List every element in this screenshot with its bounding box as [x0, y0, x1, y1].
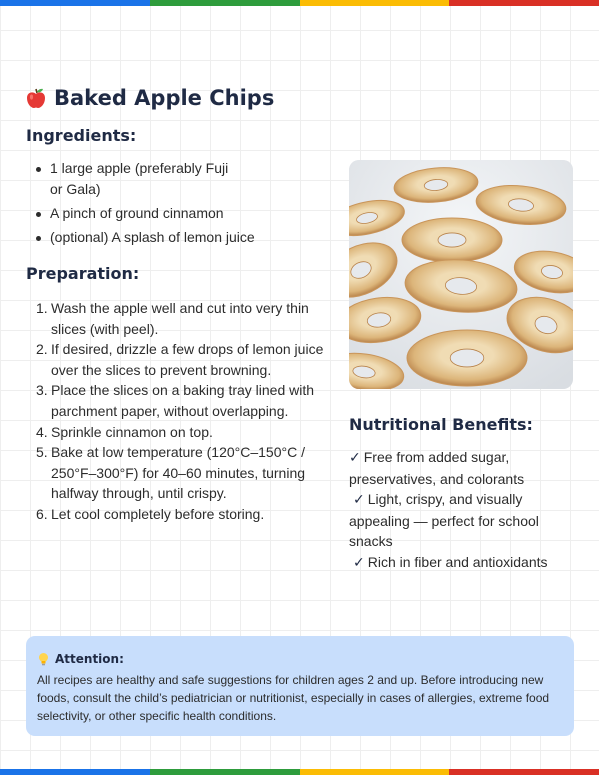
- preparation-list: [36, 298, 326, 525]
- preparation-step: [36, 298, 326, 339]
- stripe-red: [449, 769, 599, 775]
- preparation-heading: Preparation:: [26, 264, 140, 283]
- benefit-text: Rich in fiber and antioxidants: [367, 553, 548, 570]
- step-number: 4.: [36, 423, 48, 440]
- apple-icon: [26, 87, 46, 109]
- attention-text: All recipes are healthy and safe suggestions for children ages 2 and up. Before introducing new foods, consult the child’s pediatrician or nutritionist, especially in cases of allergies, extreme food selectivity, or other specific health conditions.: [37, 673, 550, 723]
- lightbulb-icon: [37, 652, 50, 666]
- attention-heading: Attention:: [55, 652, 124, 666]
- step-text: Wash the apple well and cut into very thin slices (with peel).: [51, 300, 309, 337]
- step-number: 1.: [36, 300, 48, 316]
- preparation-step: [36, 504, 326, 525]
- check-icon: ✓: [349, 450, 361, 466]
- bottom-color-stripe: [0, 769, 599, 775]
- stripe-green: [150, 0, 300, 6]
- bullet-icon: [36, 236, 41, 241]
- stripe-blue: [0, 0, 150, 6]
- attention-box: [26, 636, 574, 736]
- ingredient-item: [24, 203, 274, 224]
- stripe-red: [449, 0, 599, 6]
- preparation-step: [36, 380, 326, 421]
- step-number: 5.: [36, 444, 48, 461]
- preparation-step: [36, 442, 319, 504]
- recipe-title-row: [26, 86, 274, 110]
- ingredient-item: [24, 227, 274, 248]
- step-text: If desired, drizzle a few drops of lemon juice over the slices to prevent browning.: [51, 341, 324, 378]
- benefits-list: [349, 447, 574, 573]
- apple-chips-photo-illustration: [349, 160, 573, 389]
- benefit-text: Light, crispy, and visually appealing — perfect for school snacks: [349, 491, 539, 549]
- step-text: Place the slices on a baking tray lined with parchment paper, without overlapping.: [51, 382, 315, 419]
- bullet-icon: [36, 167, 41, 172]
- ingredient-text: (optional) A splash of lemon juice: [50, 229, 255, 245]
- step-text: Bake at low temperature (120°C–150°C / 250°F–300°F) for 40–60 minutes, turning halfway through, until crispy.: [51, 444, 306, 502]
- step-text: Sprinkle cinnamon on top.: [51, 423, 213, 440]
- page-title: Baked Apple Chips: [54, 86, 275, 110]
- preparation-step: [36, 422, 326, 443]
- ingredient-text: 1 large apple (preferably Fuji or Gala): [50, 160, 229, 197]
- step-number: 6.: [36, 505, 48, 522]
- check-icon: ✓: [353, 554, 365, 571]
- attention-heading-row: [37, 652, 564, 666]
- apple-chips-photo: [349, 160, 573, 389]
- ingredient-item: [24, 158, 240, 200]
- ingredients-list: [24, 158, 274, 251]
- top-color-stripe: [0, 0, 599, 6]
- step-number: 3.: [36, 382, 48, 399]
- stripe-green: [150, 769, 300, 775]
- bullet-icon: [36, 212, 41, 217]
- step-number: 2.: [36, 341, 48, 358]
- stripe-yellow: [300, 0, 450, 6]
- apple-chip: [402, 218, 502, 262]
- benefit-item: [349, 552, 574, 574]
- check-icon: ✓: [353, 492, 365, 508]
- stripe-blue: [0, 769, 150, 775]
- step-text: Let cool completely before storing.: [51, 505, 265, 522]
- benefit-text: Free from added sugar, preservatives, and colorants: [349, 449, 525, 487]
- benefit-item: [349, 489, 574, 552]
- apple-chip: [407, 330, 527, 386]
- preparation-step: [36, 339, 326, 380]
- ingredients-heading: Ingredients:: [26, 126, 137, 145]
- ingredient-text: A pinch of ground cinnamon: [50, 205, 224, 221]
- benefit-item: [349, 447, 574, 489]
- benefits-heading: Nutritional Benefits:: [349, 415, 533, 434]
- stripe-yellow: [300, 769, 450, 775]
